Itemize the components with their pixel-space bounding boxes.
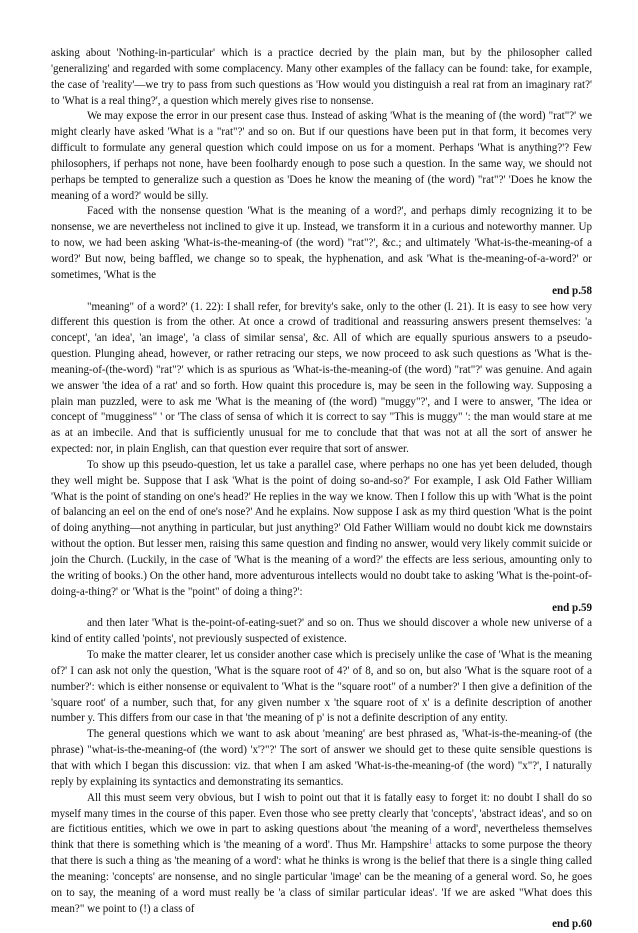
paragraph-9-continued: attacks to some purpose the theory that there is such a thing as 'the meaning of a word': what he thinks is wrong is the belief that there is a single thing called the meaning: 'concepts' are nonsense, and no single particular 'image' can be the meaning of a general word. So, he goes on to say, the meaning of a word must really be 'a class of similar particular ideas'. 'If we are asked "What does this mean?" we point to (!) a class of xyxy=(51,839,592,915)
paragraph-2: We may expose the error in our present case thus. Instead of asking 'What is the meaning of (the word) "rat"?' we might clearly have asked 'What is a "rat"?' and so on. But if our questions have been put in that form, it becomes very difficult to formulate any general question which could impose on us for a moment. Perhaps 'What is anything?'? Few philosophers, if perhaps not none, have been foolhardy enough to pose such a question. In the same way, we should not perhaps be tempted to generalize such a question as 'Does he know the meaning of (the word) "rat"?' 'Does he know the meaning of a word?' would be silly. xyxy=(51,110,592,202)
footnote-link[interactable]: 1 xyxy=(428,837,433,846)
page-end-marker-60: end p.60 xyxy=(552,918,592,931)
paragraph-9-text: All this must seem very obvious, but I wish to point out that it is fatally easy to forget it: no doubt I shall do so myself many times in the course of this paper. Even those who see pretty clearly that 'concepts', 'abstract ideas', and so on are fictitious entities, which we owe in part to asking questions about 'the meaning of a word', nevertheless themselves think that there is something which is 'the meaning of a word'. Thus Mr. Hampshire xyxy=(51,791,592,852)
paragraph-8: The general questions which we want to ask about 'meaning' are best phrased as, 'What-is-the-meaning-of (the phrase) "what-is-the-meaning-of (the word) 'x'?"?' The sort of answer we should get to these quite sensible questions is that with which I began this discussion: viz. that when I am asked 'What-is-the-meaning-of (the word) "x"?', I naturally reply by explaining its syntactics and demonstrating its semantics. xyxy=(51,728,592,788)
page-end-marker-58: end p.58 xyxy=(552,284,592,297)
paragraph-5: To show up this pseudo-question, let us take a parallel case, where perhaps no one has yet been deluded, though they well might be. Suppose that I ask 'What is the point of doing so-and-so?' For example, I ask Old Father William 'What is the point of standing on one's head?' He replies in the way we know. Then I follow this up with 'What is the point of balancing an eel on the end of one's nose?' And he explains. Now suppose I ask as my third question 'What is the point of doing anything—not anything in particular, but just anything?' Old Father William would no doubt kick me downstairs without the option. But lesser men, raising this same question and finding no answer, would very likely commit suicide or join the Church. (Luckily, in the case of 'What is the meaning of a word?' the effects are less serious, amounting only to the writing of books.) On the other hand, more adventurous intellects would no doubt take to asking 'What is the-point-of-doing-a-thing?' or 'What is the "point" of doing a thing?': xyxy=(51,458,592,598)
paragraph-3: Faced with the nonsense question 'What is the meaning of a word?', and perhaps dimly recognizing it to be nonsense, we are nevertheless not inclined to give it up. Instead, we transform it in a curious and noteworthy manner. Up to now, we had been asking 'What-is-the-meaning-of (the word) "rat"?', &c.; and ultimately 'What-is-the-meaning-of a word?' But now, being baffled, we change so to speak, the hyphenation, and ask 'What is the-meaning-of-a-word?' or sometimes, 'What is the xyxy=(51,205,592,281)
document-page xyxy=(51,46,592,933)
paragraph-7: To make the matter clearer, let us consider another case which is precisely unlike the case of 'What is the meaning of?' I can ask not only the question, 'What is the square root of 4?' of 8, and so on, but also 'What is the square root of a number?': which is either nonsense or equivalent to 'What is the "square root" of a number?' I then give a definition of the 'square root' of a number, such that, for any given number x 'the square root of x' is a definite description of another number y. This differs from our case in that 'the meaning of p' is not a definite description of any entity. xyxy=(51,649,592,725)
paragraph-6: and then later 'What is the-point-of-eating-suet?' and so on. Thus we should discover a whole new universe of a kind of entity called 'points', not previously suspected of existence. xyxy=(51,617,592,646)
paragraph-9 xyxy=(51,791,592,918)
paragraph-1: asking about 'Nothing-in-particular' which is a practice decried by the plain man, but by the philosopher called 'generalizing' and regarded with some complacency. Many other examples of the fallacy can be found: take, for example, the case of 'reality'—we try to pass from such questions as 'How would you distinguish a real rat from an imaginary rat?' to 'What is a real thing?', a question which merely gives rise to nonsense. xyxy=(51,47,592,107)
paragraph-4: "meaning" of a word?' (1. 22): I shall refer, for brevity's sake, only to the other (l. 21). It is easy to see how very different this question is from the other. At once a crowd of traditional and reassuring answers present themselves: 'a concept', 'an idea', 'an image', 'a class of similar sensa', &c. All of which are equally spurious answers to a pseudo-question. Plunging ahead, however, or rather retracing our steps, we now proceed to ask such questions as 'What is the-meaning-of-(the-word) "rat"?' which is as spurious as 'What-is-the-meaning-of (the word) "rat"?' was genuine. And again we answer 'the idea of a rat' and so forth. How quaint this procedure is, may be seen in the following way. Supposing a plain man puzzled, were to ask me 'What is the meaning of (the word) "muggy"?', and I were to answer, 'The idea or concept of "mugginess" ' or 'The class of sensa of which it is correct to say "This is muggy" ': the man would stare at me as at an imbecile. And that is sufficiently unusual for me to conclude that that was not at all the sort of answer he expected: nor, in plain English, can that question ever require that sort of answer. xyxy=(51,300,592,456)
page-end-marker-59: end p.59 xyxy=(552,601,592,614)
